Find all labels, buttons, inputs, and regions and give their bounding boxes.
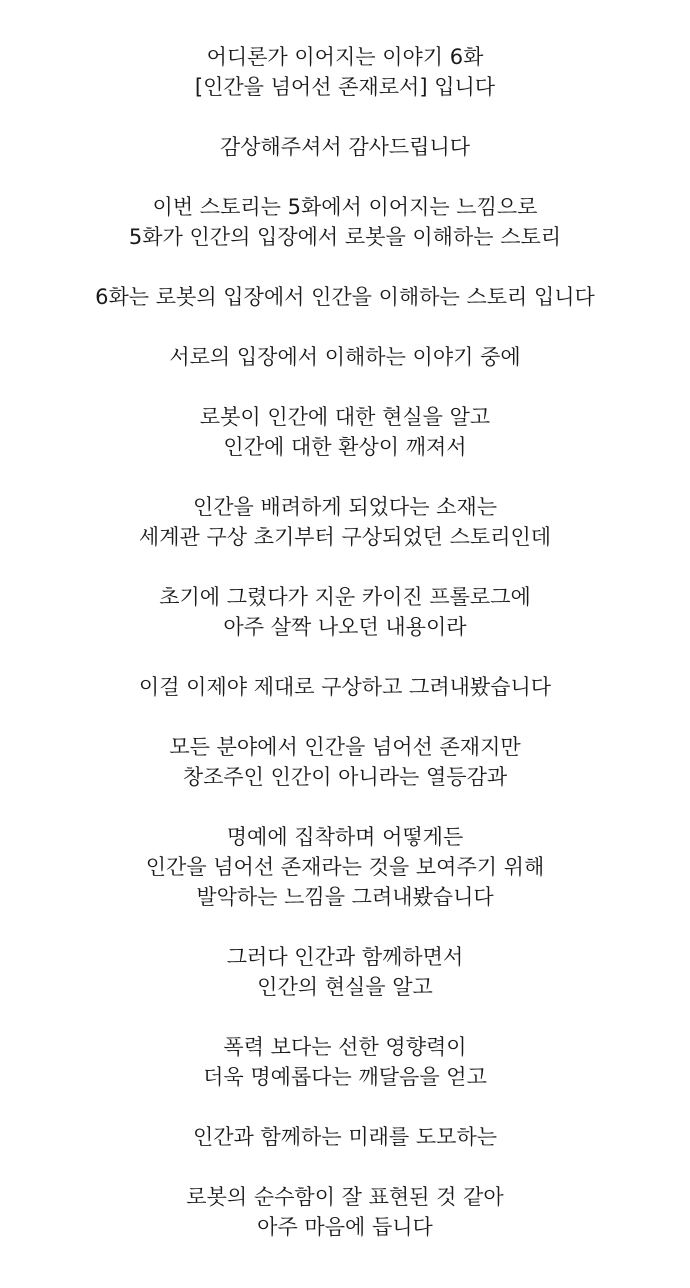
text-line: 인간을 넘어선 존재라는 것을 보여주기 위해 — [145, 855, 545, 879]
text-line: 인간에 대한 환상이 깨져서 — [223, 435, 467, 459]
text-line: 로봇이 인간에 대한 현실을 알고 — [199, 405, 491, 429]
text-line: 창조주인 인간이 아니라는 열등감과 — [182, 765, 508, 789]
paragraph-prologue — [0, 582, 690, 642]
paragraph-future — [0, 1122, 690, 1152]
paragraph-honor — [0, 822, 690, 912]
text-line: 아주 살짝 나오던 내용이라 — [223, 615, 467, 639]
paragraph-together — [0, 942, 690, 1002]
text-line: 인간의 현실을 알고 — [257, 975, 433, 999]
text-line: 이번 스토리는 5화에서 이어지는 느낌으로 — [152, 195, 538, 219]
paragraph-reality — [0, 402, 690, 462]
text-line: 어디론가 이어지는 이야기 6화 — [206, 45, 484, 69]
text-line: 감상해주셔서 감사드립니다 — [219, 135, 471, 159]
paragraph-drawn — [0, 672, 690, 702]
text-line: 폭력 보다는 선한 영향력이 — [223, 1035, 467, 1059]
text-line: 이걸 이제야 제대로 구상하고 그려내봤습니다 — [138, 675, 552, 699]
text-line: 5화가 인간의 입장에서 로봇을 이해하는 스토리 — [128, 225, 562, 249]
paragraph-story-link — [0, 192, 690, 252]
text-line: 인간을 배려하게 되었다는 소재는 — [192, 495, 498, 519]
paragraph-inferiority — [0, 732, 690, 792]
text-line: 명예에 집착하며 어떻게든 — [226, 825, 464, 849]
paragraph-episode-six — [0, 282, 690, 312]
text-line: 아주 마음에 듭니다 — [257, 1215, 433, 1239]
paragraph-thanks — [0, 132, 690, 162]
paragraph-mutual — [0, 342, 690, 372]
text-line: [인간을 넘어선 존재로서] 입니다 — [194, 75, 496, 99]
text-line: 초기에 그렸다가 지운 카이진 프롤로그에 — [159, 585, 531, 609]
text-line: 발악하는 느낌을 그려내봤습니다 — [196, 885, 494, 909]
paragraph-title — [0, 42, 690, 102]
text-line: 더욱 명예롭다는 깨달음을 얻고 — [203, 1065, 487, 1089]
text-line: 서로의 입장에서 이해하는 이야기 중에 — [169, 345, 521, 369]
text-line: 모든 분야에서 인간을 넘어선 존재지만 — [169, 735, 521, 759]
text-line: 로봇의 순수함이 잘 표현된 것 같아 — [186, 1185, 504, 1209]
text-line: 세계관 구상 초기부터 구상되었던 스토리인데 — [138, 525, 552, 549]
paragraph-closing — [0, 1182, 690, 1242]
paragraph-concept — [0, 492, 690, 552]
text-line: 그러다 인간과 함께하면서 — [226, 945, 464, 969]
paragraph-realization — [0, 1032, 690, 1092]
post-body — [0, 42, 690, 1272]
text-line: 6화는 로봇의 입장에서 인간을 이해하는 스토리 입니다 — [95, 285, 595, 309]
text-line: 인간과 함께하는 미래를 도모하는 — [192, 1125, 498, 1149]
